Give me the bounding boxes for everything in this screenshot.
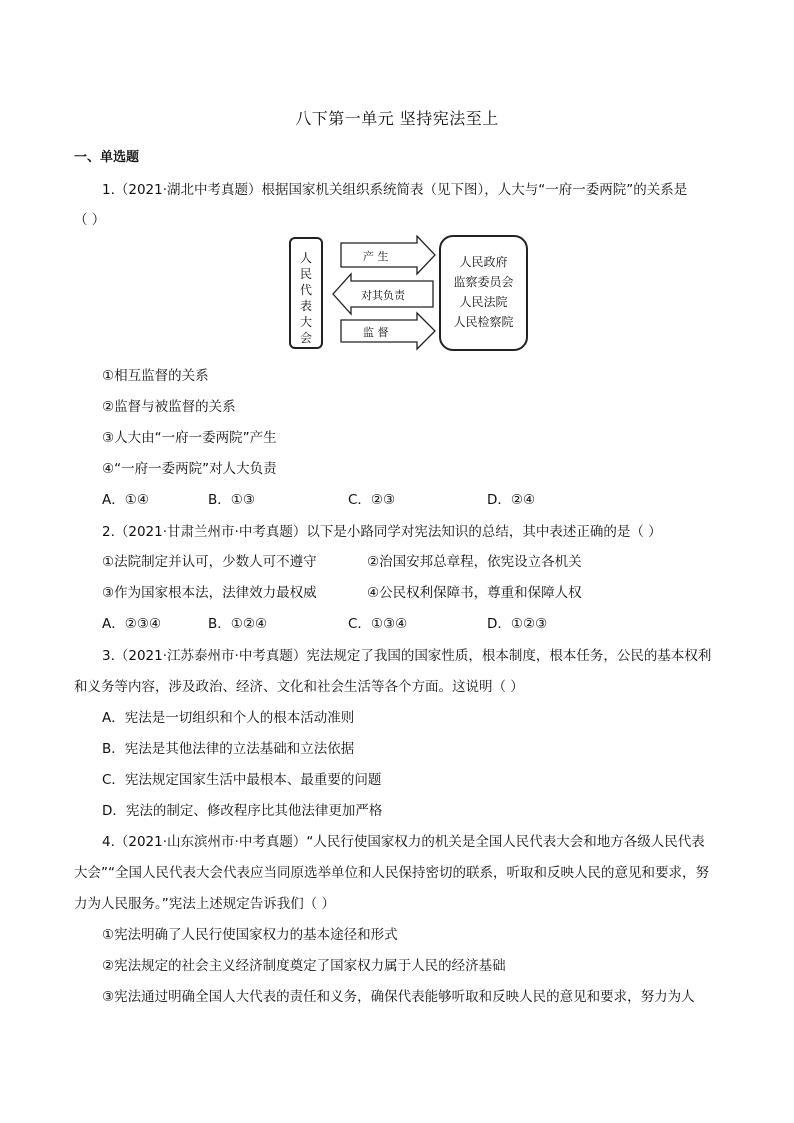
q2-statement-2: ②治国安邦总章程，依宪设立各机关 bbox=[367, 554, 582, 570]
q1-option-a: A．①④ bbox=[102, 492, 149, 508]
q1-statement: ②监督与被监督的关系 bbox=[102, 399, 236, 415]
q2-option-c: C．①③④ bbox=[348, 616, 408, 632]
q1-statement: ④“一府一委两院”对人大负责 bbox=[102, 461, 277, 477]
q1-option-b: B．①③ bbox=[208, 492, 255, 508]
organ-label: 人民法院 bbox=[459, 295, 508, 309]
organ-label: 人民政府 bbox=[459, 255, 508, 269]
q2-option-b: B．①②④ bbox=[208, 616, 268, 632]
arrow-label-responsible: 对其负责 bbox=[361, 289, 405, 302]
npc-char: 会 bbox=[299, 331, 312, 345]
section-heading: 一、单选题 bbox=[74, 150, 140, 165]
q2-statement-1: ①法院制定并认可，少数人可不遵守 bbox=[102, 554, 317, 570]
q4-statement: ②宪法规定的社会主义经济制度奠定了国家权力属于人民的经济基础 bbox=[102, 958, 506, 974]
q1-statement: ①相互监督的关系 bbox=[102, 368, 209, 384]
state-organs-box bbox=[439, 235, 528, 351]
q3-option-a: A．宪法是一切组织和个人的根本活动准则 bbox=[102, 710, 355, 726]
q3-stem-line2: 和义务等内容，涉及政治、经济、文化和社会生活等各个方面。这说明（ ） bbox=[74, 679, 524, 695]
page-title: 八下第一单元 坚持宪法至上 bbox=[295, 109, 499, 128]
organization-diagram bbox=[289, 235, 529, 353]
q3-stem-line1: 3.（2021·江苏泰州市·中考真题）宪法规定了我国的国家性质，根本制度，根本任务，公民的基本权利 bbox=[102, 648, 712, 664]
q4-stem-line1: 4.（2021·山东滨州市·中考真题）“人民行使国家权力的机关是全国人民代表大会和地方各级人民代表 bbox=[102, 834, 705, 850]
arrow-label-supervise: 监 督 bbox=[363, 326, 389, 339]
npc-char: 代 bbox=[299, 283, 312, 297]
organ-label: 监察委员会 bbox=[453, 275, 514, 289]
q3-option-c: C．宪法规定国家生活中最根本、最重要的问题 bbox=[102, 772, 382, 788]
q2-stem: 2.（2021·甘肃兰州市·中考真题）以下是小路同学对宪法知识的总结，其中表述正确的是（ ） bbox=[102, 524, 662, 540]
q3-option-d: D．宪法的制定、修改程序比其他法律更加严格 bbox=[102, 803, 383, 819]
q1-stem-line2: （ ） bbox=[74, 212, 106, 228]
q2-statement-4: ④公民权利保障书，尊重和保障人权 bbox=[367, 585, 582, 601]
q4-statement: ①宪法明确了人民行使国家权力的基本途径和形式 bbox=[102, 927, 398, 943]
q1-statement: ③人大由“一府一委两院”产生 bbox=[102, 430, 277, 446]
q2-option-d: D．①②③ bbox=[487, 616, 548, 632]
organ-label: 人民检察院 bbox=[453, 315, 514, 329]
q1-option-d: D．②④ bbox=[487, 492, 536, 508]
arrow-label-produce: 产 生 bbox=[363, 250, 389, 263]
npc-char: 大 bbox=[299, 315, 312, 329]
npc-char: 人 bbox=[299, 251, 312, 265]
q2-option-a: A．②③④ bbox=[102, 616, 162, 632]
q4-stem-line2: 大会”“全国人民代表大会代表应当同原选举单位和人民保持密切的联系，听取和反映人民的意见和要求，努 bbox=[74, 865, 709, 881]
q4-statement: ③宪法通过明确全国人大代表的责任和义务，确保代表能够听取和反映人民的意见和要求，努力为人 bbox=[102, 989, 695, 1005]
npc-char: 民 bbox=[299, 267, 312, 281]
q2-statement-3: ③作为国家根本法，法律效力最权威 bbox=[102, 585, 317, 601]
q1-option-c: C．②③ bbox=[348, 492, 396, 508]
npc-char: 表 bbox=[299, 299, 312, 313]
q3-option-b: B．宪法是其他法律的立法基础和立法依据 bbox=[102, 741, 355, 757]
q4-stem-line3: 力为人民服务。”宪法上述规定告诉我们（ ） bbox=[74, 896, 336, 912]
q1-stem-line1: 1.（2021·湖北中考真题）根据国家机关组织系统简表（见下图），人大与“一府一委两院”的关系是 bbox=[102, 182, 688, 198]
